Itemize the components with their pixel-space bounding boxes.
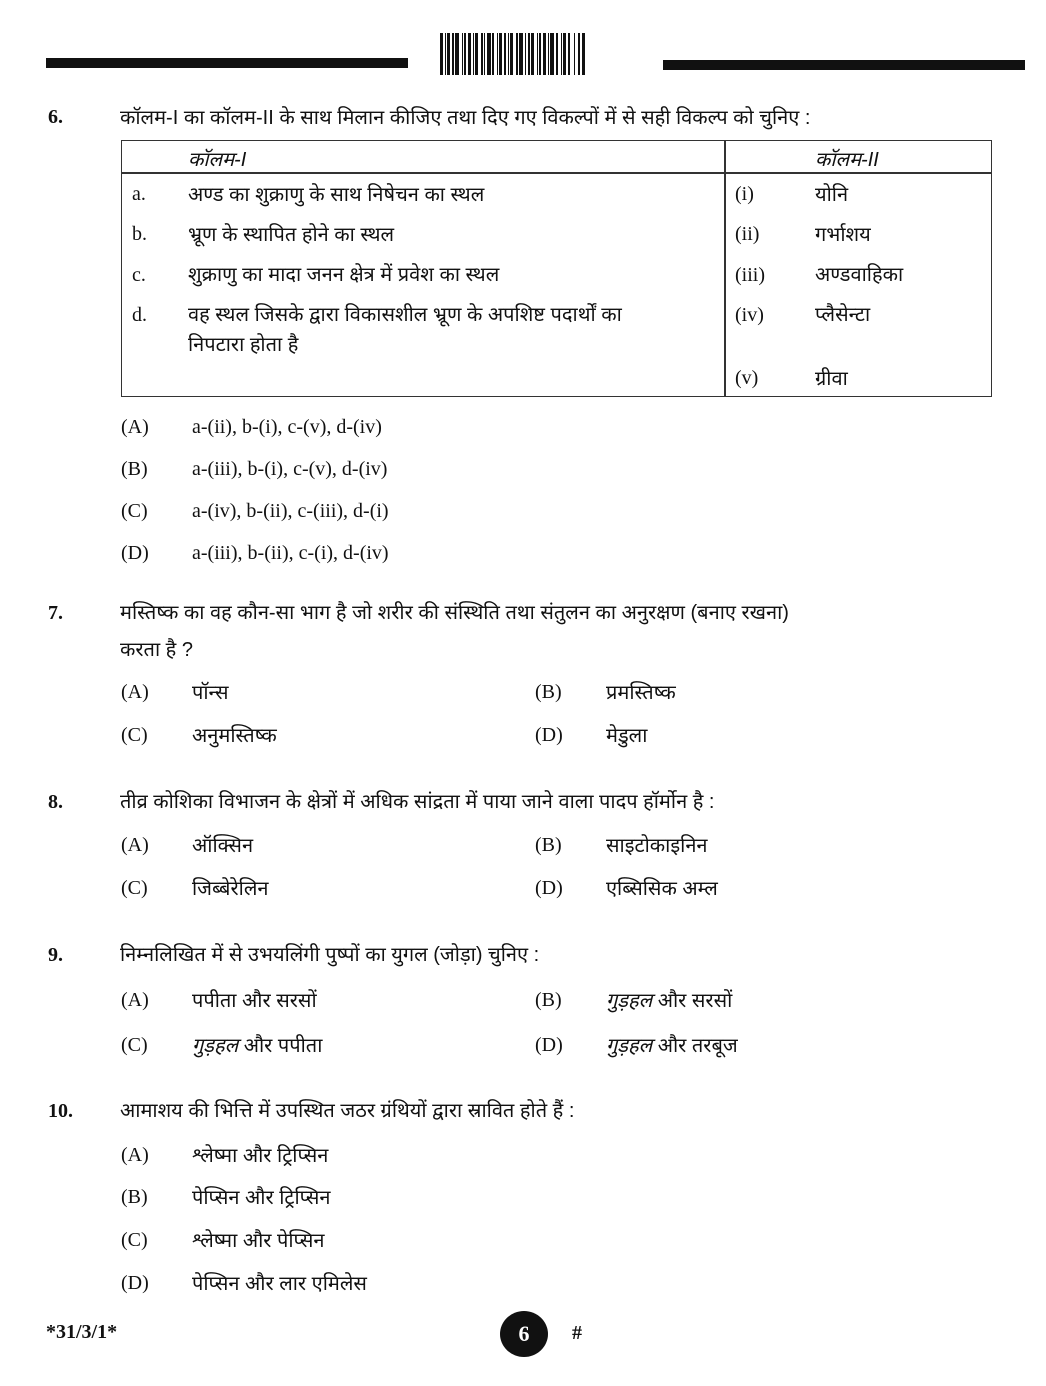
option-d-text[interactable]: मेडुला [606, 725, 648, 747]
option-c-label[interactable]: (C) [121, 724, 148, 746]
option-c-rest: और पपीता [238, 1035, 323, 1057]
option-b-text[interactable]: a-(iii), b-(i), c-(v), d-(iv) [192, 458, 388, 480]
option-d-rest: और तरबूज [652, 1035, 738, 1057]
option-b-text[interactable]: प्रमस्तिष्क [606, 682, 676, 704]
question-number: 6. [48, 106, 63, 128]
col1-key: c. [132, 264, 146, 286]
option-a-label[interactable]: (A) [121, 1144, 149, 1166]
table-header-divider [121, 172, 992, 174]
col2-key: (i) [735, 183, 754, 205]
option-c-label[interactable]: (C) [121, 500, 148, 522]
option-b-label[interactable]: (B) [121, 458, 148, 480]
question-text: निम्नलिखित में से उभयलिंगी पुष्पों का युगल (जोड़ा) चुनिए : [120, 944, 540, 966]
col2-text: गर्भाशय [815, 224, 871, 246]
question-number: 9. [48, 944, 63, 966]
page-number: 6 [500, 1311, 548, 1357]
hash-mark: # [572, 1322, 582, 1344]
col1-key: a. [132, 183, 146, 205]
option-d-label[interactable]: (D) [121, 542, 149, 564]
option-d-label[interactable]: (D) [121, 1272, 149, 1294]
col1-key: b. [132, 223, 147, 245]
option-c-italic: गुड़हल [192, 1035, 239, 1057]
col2-text: योनि [815, 184, 849, 206]
option-b-text[interactable]: पेप्सिन और ट्रिप्सिन [192, 1187, 331, 1209]
option-a-label[interactable]: (A) [121, 834, 149, 856]
col2-key: (iv) [735, 304, 764, 326]
col2-key: (iii) [735, 264, 765, 286]
option-b-text[interactable]: साइटोकाइनिन [606, 835, 708, 857]
question-text: आमाशय की भित्ति में उपस्थित जठर ग्रंथियों द्वारा स्रावित होते हैं : [120, 1100, 575, 1122]
col1-text: भ्रूण के स्थापित होने का स्थल [188, 224, 395, 246]
option-a-text[interactable]: श्लेष्मा और ट्रिप्सिन [192, 1145, 329, 1167]
option-d-label[interactable]: (D) [535, 724, 563, 746]
col2-text: अण्डवाहिका [815, 264, 904, 286]
question-number: 8. [48, 791, 63, 813]
col1-text: शुक्राणु का मादा जनन क्षेत्र में प्रवेश का स्थल [188, 264, 500, 286]
option-c-text[interactable]: जिब्बेरेलिन [192, 878, 269, 900]
col2-key: (v) [735, 367, 759, 389]
question-number: 7. [48, 602, 63, 624]
option-d-text[interactable]: एब्सिसिक अम्ल [606, 878, 718, 900]
question-text: मस्तिष्क का वह कौन-सा भाग है जो शरीर की संस्थिति तथा संतुलन का अनुरक्षण (बनाए रखना) [120, 602, 789, 624]
option-a-text[interactable]: पपीता और सरसों [192, 990, 317, 1012]
option-c-text[interactable]: अनुमस्तिष्क [192, 725, 277, 747]
column-1-header: कॉलम-I [188, 149, 247, 171]
option-b-label[interactable]: (B) [121, 1186, 148, 1208]
option-d-text[interactable] [606, 1031, 738, 1058]
option-c-text[interactable] [192, 1031, 322, 1058]
col2-key: (ii) [735, 223, 760, 245]
option-c-text[interactable]: श्लेष्मा और पेप्सिन [192, 1230, 325, 1252]
paper-code: *31/3/1* [46, 1321, 118, 1343]
col1-text: वह स्थल जिसके द्वारा विकासशील भ्रूण के अपशिष्ट पदार्थों का [188, 304, 622, 326]
option-b-label[interactable]: (B) [535, 681, 562, 703]
col1-key: d. [132, 304, 147, 326]
option-d-text[interactable]: पेप्सिन और लार एमिलेस [192, 1273, 367, 1295]
option-c-label[interactable]: (C) [121, 1034, 148, 1056]
question-text: तीव्र कोशिका विभाजन के क्षेत्रों में अधिक सांद्रता में पाया जाने वाला पादप हॉर्मोन है : [120, 791, 715, 813]
option-a-label[interactable]: (A) [121, 416, 149, 438]
option-b-label[interactable]: (B) [535, 989, 562, 1011]
option-c-label[interactable]: (C) [121, 877, 148, 899]
barcode-icon [440, 33, 632, 75]
option-b-italic: गुड़हल [606, 990, 653, 1012]
header-rule-left [46, 58, 408, 68]
option-c-label[interactable]: (C) [121, 1229, 148, 1251]
option-d-label[interactable]: (D) [535, 1034, 563, 1056]
option-d-label[interactable]: (D) [535, 877, 563, 899]
option-d-text[interactable]: a-(iii), b-(ii), c-(i), d-(iv) [192, 542, 389, 564]
header-rule-right [663, 60, 1025, 70]
col1-text-cont: निपटारा होता है [188, 334, 299, 356]
question-number: 10. [48, 1100, 73, 1122]
option-b-text[interactable] [606, 986, 732, 1013]
question-text: कॉलम-I का कॉलम-II के साथ मिलान कीजिए तथा दिए गए विकल्पों में से सही विकल्प को चुनिए : [120, 107, 811, 129]
col2-text: प्लैसेन्टा [815, 304, 871, 326]
column-2-header: कॉलम-II [815, 149, 879, 171]
option-b-label[interactable]: (B) [535, 834, 562, 856]
table-column-divider [724, 140, 726, 397]
option-d-italic: गुड़हल [606, 1035, 653, 1057]
option-a-label[interactable]: (A) [121, 989, 149, 1011]
col1-text: अण्ड का शुक्राणु के साथ निषेचन का स्थल [188, 184, 485, 206]
option-a-label[interactable]: (A) [121, 681, 149, 703]
option-b-rest: और सरसों [652, 990, 733, 1012]
option-a-text[interactable]: ऑक्सिन [192, 835, 254, 857]
col2-text: ग्रीवा [815, 368, 848, 390]
option-a-text[interactable]: a-(ii), b-(i), c-(v), d-(iv) [192, 416, 382, 438]
option-a-text[interactable]: पॉन्स [192, 682, 229, 704]
option-c-text[interactable]: a-(iv), b-(ii), c-(iii), d-(i) [192, 500, 389, 522]
question-text-cont: करता है ? [120, 639, 193, 661]
